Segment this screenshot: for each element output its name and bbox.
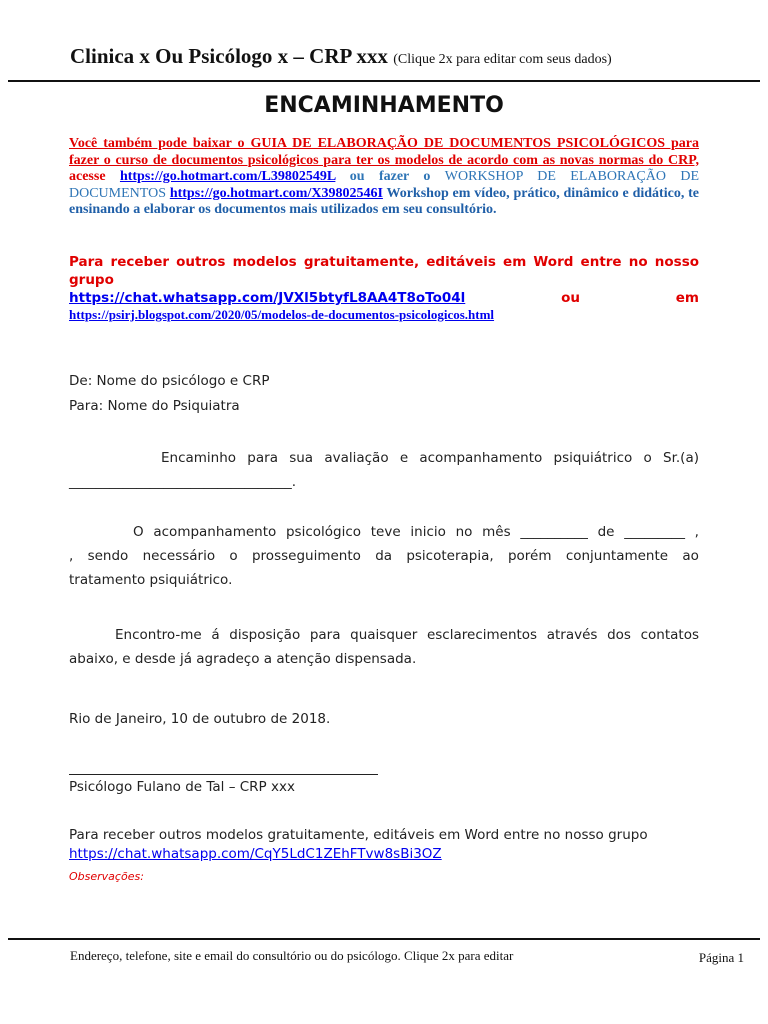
follow-up-line-2-word: , [69,548,74,564]
availability-line-1-word: quaisquer [350,627,418,643]
referral-line-1-word: acompanhamento [419,450,543,466]
follow-up-line-2-word: da [375,548,393,564]
availability-line-1-word: para [309,627,341,643]
follow-up-paragraph [69,520,699,592]
page-header[interactable] [70,44,750,69]
group-invite-text: Para receber outros modelos gratuitamente, editáveis em Word entre no nosso grupo [69,254,699,288]
follow-up-line-1-word: , [694,524,699,540]
observations-label: Observações: [69,870,144,883]
referral-line-1-word: avaliação [324,450,389,466]
or-word: ou [561,290,580,306]
availability-line-1-word: dos [607,627,631,643]
referral-line-1-word: Encaminho [161,450,237,466]
footer-contact-text[interactable]: Endereço, telefone, site e email do consultório ou do psicólogo. Clique 2x para editar [70,948,514,963]
promo-text: Você também pode baixar o GUIA DE ELABORAÇÃO DE DOCUMENTOS PSICOLÓGICOS para fazer o curso de documentos psicológicos para ter os modelos de acordo com as novas normas do CRP, [69,136,699,168]
follow-up-line-2-word: o [229,548,238,564]
header-divider [8,80,760,82]
follow-up-line-1-word: psicológico [285,524,362,540]
availability-line-1-word: esclarecimentos [426,627,538,643]
signer-name: Psicólogo Fulano de Tal – CRP xxx [69,779,295,795]
whatsapp-group-link-2[interactable]: https://chat.whatsapp.com/CqY5LdC1ZEhFTvw8sBi3OZ [69,846,442,862]
referral-line-1-word: e [399,450,409,466]
document-title: ENCAMINHAMENTO [264,93,504,118]
follow-up-line-2-word: ao [682,548,699,564]
promo-or-text: ou fazer o [335,169,445,184]
availability-line-1-word: á [211,627,220,643]
referral-line-1-word: sua [289,450,314,466]
follow-up-line-2-word: sendo [87,548,129,564]
follow-up-line-1-word: de [597,524,615,540]
follow-up-line-1-word: _________ [624,524,685,540]
follow-up-line-2-word: psicoterapia, [406,548,494,564]
group-invite-block [69,253,699,323]
follow-up-line-1-word: inicio [410,524,446,540]
follow-up-line-3: tratamento psiquiátrico. [69,572,233,588]
availability-line-1-word: através [546,627,598,643]
from-line: De: Nome do psicólogo e CRP [69,373,270,389]
availability-line-1-word: Encontro-me [115,627,202,643]
date-line: Rio de Janeiro, 10 de outubro de 2018. [69,711,331,727]
workshop-name: WORKSHOP DE ELABORAÇÃO DE DOCUMENTOS [69,169,700,201]
follow-up-line-1-word: __________ [520,524,588,540]
header-title: Clinica x Ou Psicólogo x – CRP xxx [70,44,388,68]
availability-line-1-word: contatos [640,627,699,643]
promo-access-text: acesse [69,169,120,184]
to-line: Para: Nome do Psiquiatra [69,398,240,414]
availability-line-1-word: disposição [229,627,301,643]
referral-line-1-word: para [247,450,278,466]
whatsapp-group-link[interactable]: https://chat.whatsapp.com/JVXl5btyfL8AA4T8oTo04l [69,290,466,306]
workshop-description: Workshop em vídeo, prático, dinâmico e didático, te ensinando a elaborar os documentos mais utilizados em seu consultório. [69,185,700,217]
receive-models-block [69,826,709,864]
receive-models-text: Para receber outros modelos gratuitamente, editáveis em Word entre no nosso grupo [69,827,648,843]
page-number: Página 1 [698,950,744,965]
follow-up-line-1-word: teve [370,524,401,540]
in-word: em [675,290,699,306]
referral-line-1-word: o [643,450,652,466]
follow-up-line-1-word: no [455,524,473,540]
patient-name-blank[interactable]: _________________________________. [69,474,297,490]
follow-up-line-1-word: O [133,524,144,540]
header-edit-hint: (Clique 2x para editar com seus dados) [393,52,612,67]
follow-up-line-2-word: porém [507,548,552,564]
blog-link[interactable]: https://psirj.blogspot.com/2020/05/modelos-de-documentos-psicologicos.html [69,307,495,322]
availability-line-2: abaixo, e desde já agradeço a atenção dispensada. [69,651,417,667]
availability-paragraph [69,623,699,671]
follow-up-line-1-word: acompanhamento [153,524,277,540]
hotmart-workshop-link[interactable]: https://go.hotmart.com/X39802546I [169,185,383,201]
hotmart-guide-link[interactable]: https://go.hotmart.com/L39802549L [119,169,336,184]
follow-up-line-2-word: prosseguimento [251,548,361,564]
referral-line-1-word: Sr.(a) [663,450,699,466]
referral-paragraph [69,446,699,494]
follow-up-line-1-word: mês [482,524,511,540]
follow-up-line-2-word: conjuntamente [565,548,669,564]
follow-up-line-2-word: necessário [142,548,216,564]
referral-line-1-word: psiquiátrico [553,450,633,466]
footer-divider [8,938,760,940]
promo-paragraph [69,136,699,219]
